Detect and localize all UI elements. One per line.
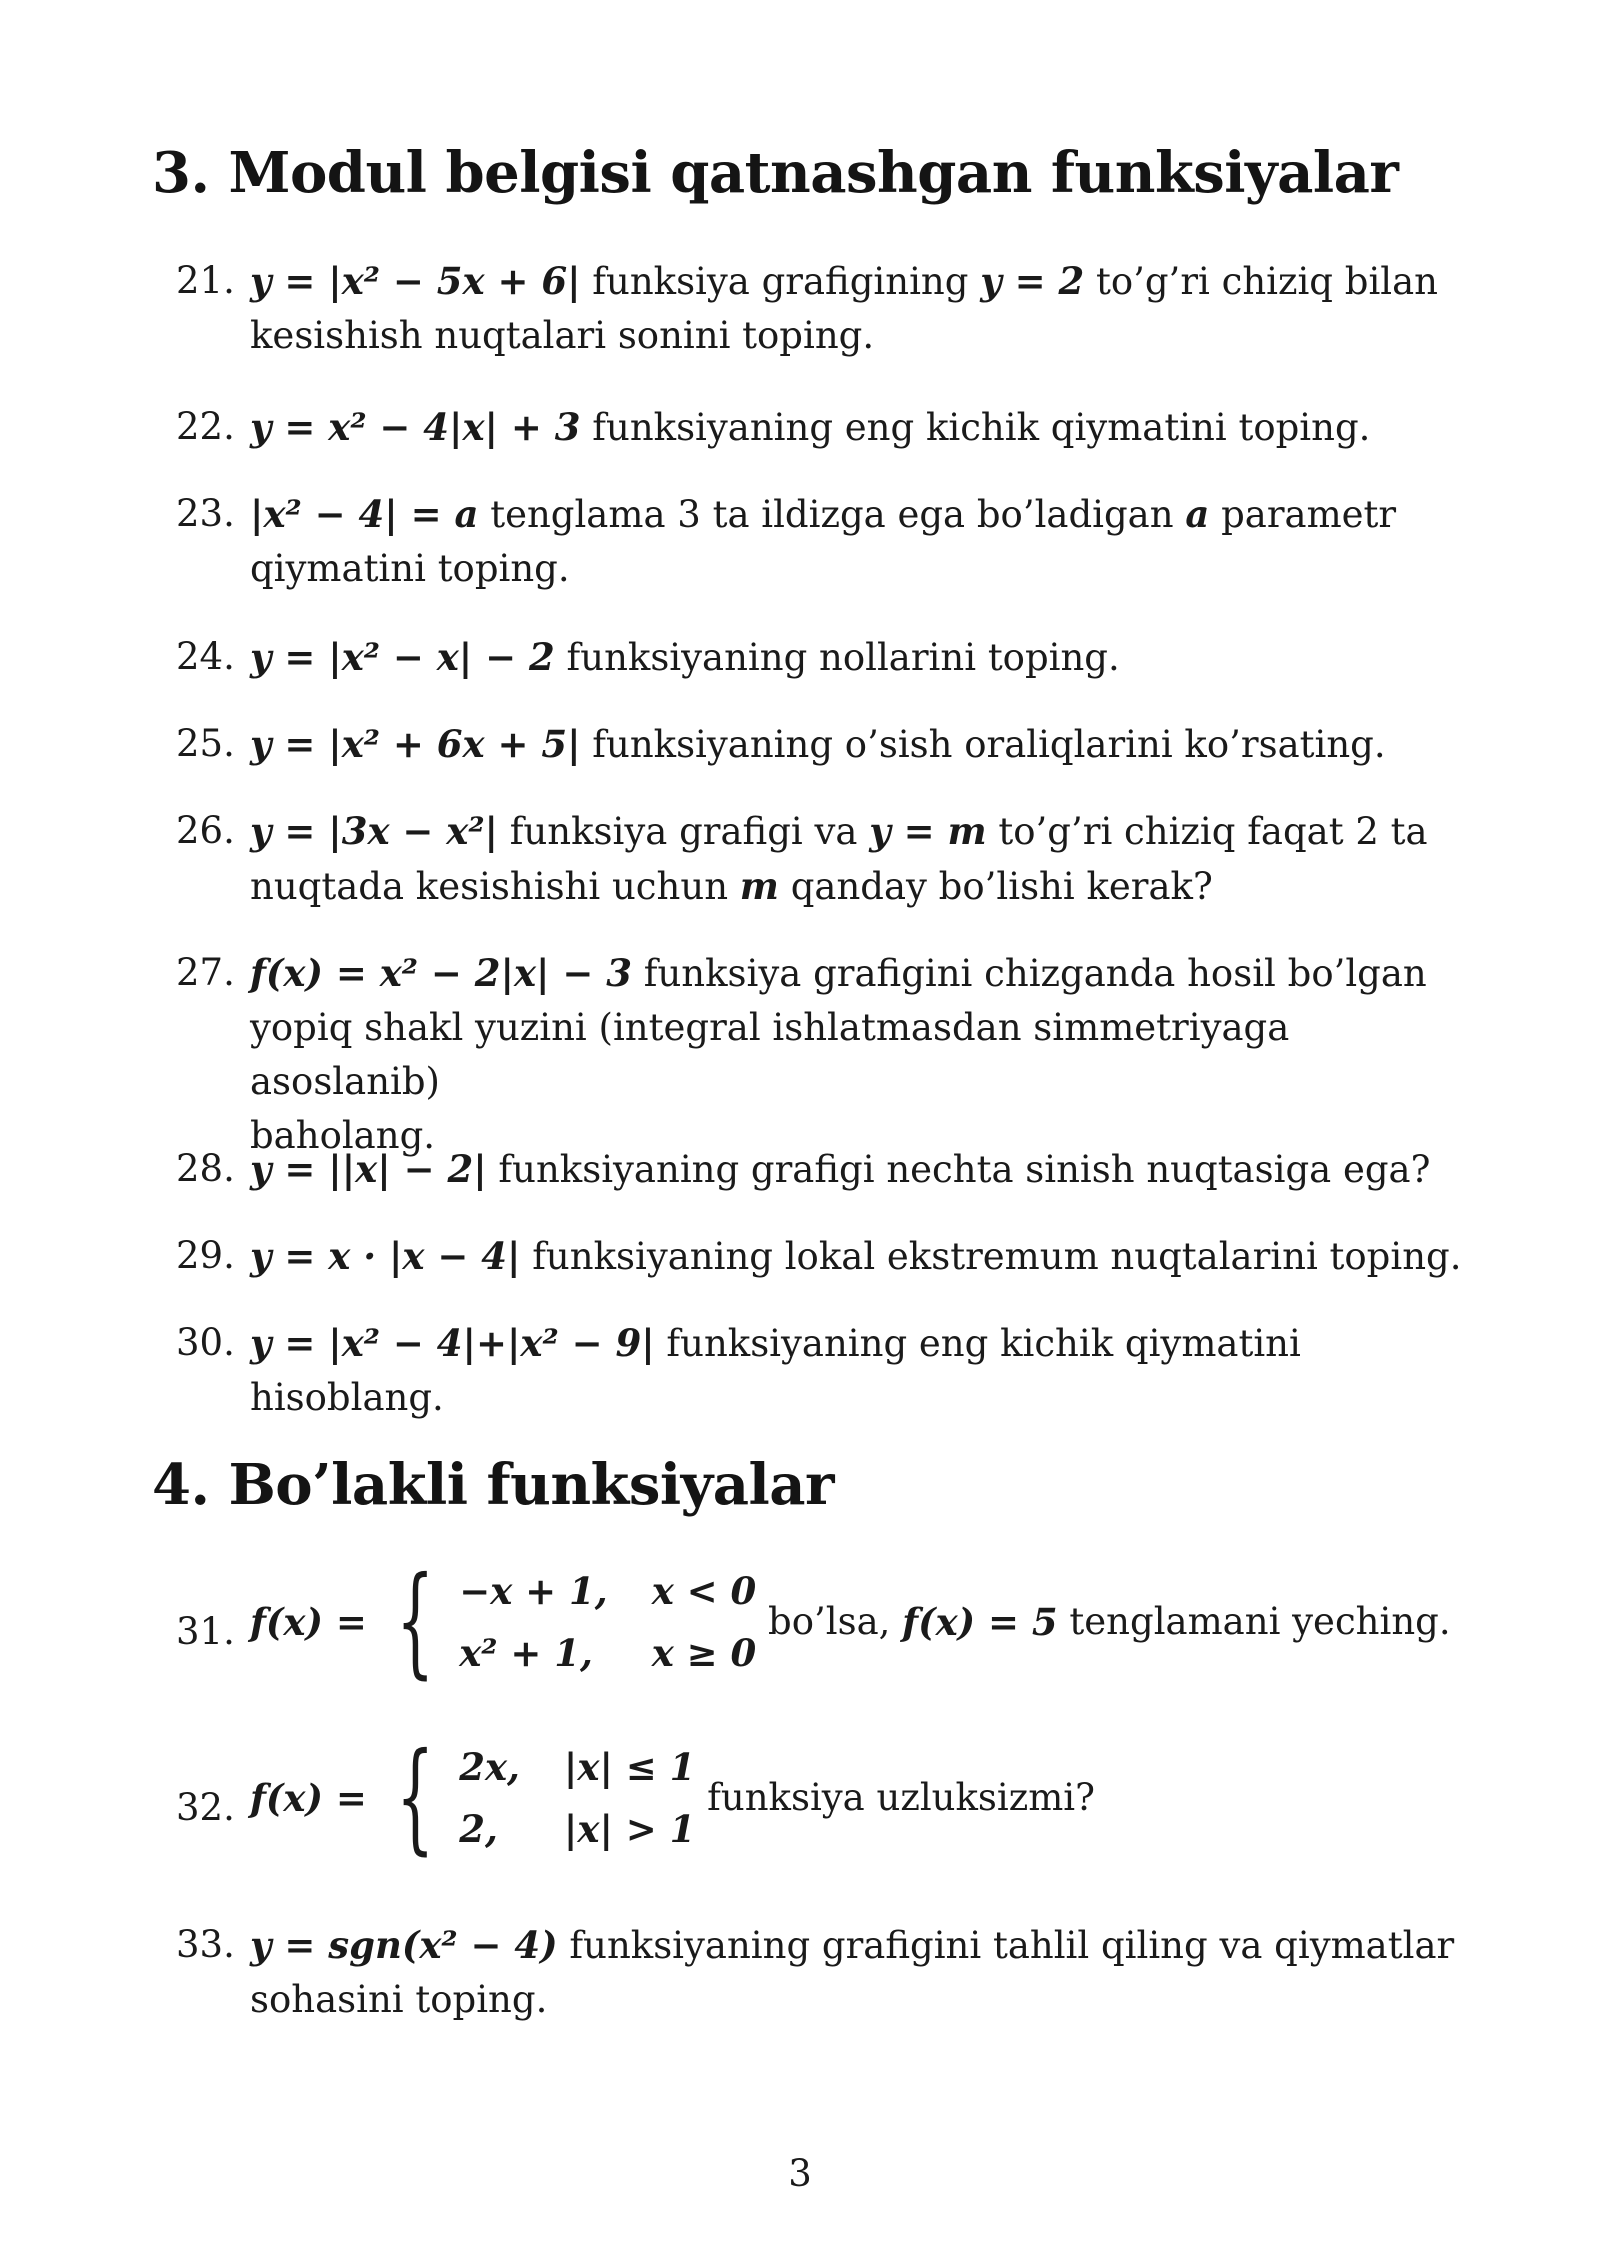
problem-text: yopiq shakl yuzini (integral ishlatmasdan simmetriyaga asoslanib) (250, 1006, 1290, 1103)
math-expression: m (739, 864, 779, 908)
math-expression: y = m (869, 809, 987, 853)
problem-number: 21. (176, 259, 235, 302)
problem-text: to’g’ri chiziq bilan (1084, 260, 1438, 303)
problem-text: parametr (1209, 493, 1397, 536)
problem-text: funksiyaning grafigi nechta sinish nuqtasiga ega? (486, 1148, 1431, 1191)
case-expression: 2, (459, 1807, 498, 1851)
problem-text: tenglama 3 ta ildizga ega bo’ladigan (478, 493, 1186, 536)
problem-text: funksiya uzluksizmi? (695, 1776, 1095, 1819)
math-expression: y = ||x| − 2| (250, 1147, 487, 1191)
problem-number: 25. (176, 722, 235, 765)
problem-text: baholang. (250, 1114, 436, 1157)
problem-number: 24. (176, 635, 235, 678)
math-expression: y = x² − 4|x| + 3 (250, 405, 581, 449)
page-number: 3 (788, 2152, 812, 2195)
math-expression: y = |x² − 5x + 6| (250, 259, 581, 303)
piecewise-cases (459, 1564, 756, 1680)
problem-29 (176, 1229, 1476, 1284)
problem-27 (176, 946, 1476, 1163)
math-expression: y = 2 (980, 259, 1085, 303)
problem-text: qanday bo’lishi kerak? (778, 865, 1213, 908)
math-expression: y = sgn(x² − 4) (250, 1923, 558, 1967)
problem-number: 31. (176, 1610, 235, 1653)
problem-24 (176, 630, 1476, 685)
case-condition: |x| ≤ 1 (563, 1745, 696, 1789)
problem-text: nuqtada kesishishi uchun (250, 865, 740, 908)
problem-25 (176, 717, 1476, 772)
problem-26 (176, 804, 1476, 914)
problem-number: 28. (176, 1147, 235, 1190)
problem-text: funksiyaning lokal ekstremum nuqtalarini toping. (520, 1235, 1462, 1278)
problem-text: funksiyaning o’sish oraliqlarini ko’rsating. (580, 723, 1386, 766)
problem-text: kesishish nuqtalari sonini toping. (250, 314, 875, 357)
math-expression: y = x · |x − 4| (250, 1234, 521, 1278)
math-expression: f(x) = (250, 1600, 367, 1644)
problem-text: funksiyaning grafigini tahlil qiling va qiymatlar (557, 1924, 1455, 1967)
problem-text: funksiyaning eng kichik qiymatini hisoblang. (250, 1322, 1301, 1419)
problem-33 (176, 1918, 1476, 2027)
problem-text: qiymatini toping. (250, 547, 570, 590)
problem-number: 29. (176, 1234, 235, 1277)
problem-text: funksiyaning nollarini toping. (554, 636, 1120, 679)
problem-number: 22. (176, 405, 235, 448)
problem-31 (176, 1552, 1476, 1702)
left-brace: { (395, 1728, 435, 1867)
problem-32 (176, 1728, 1476, 1878)
math-expression: a (1185, 492, 1210, 536)
problem-22 (176, 400, 1476, 455)
problem-text: funksiyaning eng kichik qiymatini toping. (580, 406, 1371, 449)
problem-number: 26. (176, 809, 235, 852)
problem-23 (176, 487, 1476, 596)
problem-number: 23. (176, 492, 235, 535)
math-expression: f(x) = (250, 1776, 367, 1820)
problem-text: funksiya grafigini chizganda hosil bo’lgan (632, 952, 1427, 995)
case-condition: x ≥ 0 (651, 1631, 757, 1675)
problem-text: bo’lsa, (756, 1600, 903, 1643)
problem-number: 27. (176, 951, 235, 994)
problem-30 (176, 1316, 1476, 1425)
case-expression: 2x, (459, 1745, 520, 1789)
left-brace: { (395, 1552, 435, 1691)
math-expression: f(x) = 5 (902, 1600, 1058, 1644)
problem-text: funksiya grafigining (580, 260, 981, 303)
math-expression: y = |x² − 4|+|x² − 9| (250, 1321, 655, 1365)
problem-28 (176, 1142, 1476, 1197)
case-condition: |x| > 1 (563, 1807, 696, 1851)
math-expression: |x² − 4| = a (250, 492, 479, 536)
problem-text: sohasini toping. (250, 1978, 548, 2021)
problem-number: 32. (176, 1786, 235, 1829)
math-expression: y = |3x − x²| (250, 809, 499, 853)
problem-text: funksiya grafigi va (498, 810, 870, 853)
problem-text: tenglamani yeching. (1057, 1600, 1451, 1643)
case-expression: x² + 1, (459, 1631, 593, 1675)
problem-number: 30. (176, 1321, 235, 1364)
case-expression: −x + 1, (459, 1569, 608, 1613)
math-expression: y = |x² − x| − 2 (250, 635, 555, 679)
case-condition: x < 0 (651, 1569, 757, 1613)
problem-21 (176, 254, 1476, 363)
problem-text: to’g’ri chiziq faqat 2 ta (986, 810, 1428, 853)
section-4-heading: 4. Bo’lakli funksiyalar (152, 1452, 835, 1518)
piecewise-cases (459, 1740, 695, 1856)
math-expression: f(x) = x² − 2|x| − 3 (250, 951, 633, 995)
piecewise-definition (367, 1552, 757, 1691)
problem-number: 33. (176, 1923, 235, 1966)
section-3-heading: 3. Modul belgisi qatnashgan funksiyalar (152, 140, 1399, 206)
piecewise-definition (367, 1728, 696, 1867)
math-expression: y = |x² + 6x + 5| (250, 722, 581, 766)
